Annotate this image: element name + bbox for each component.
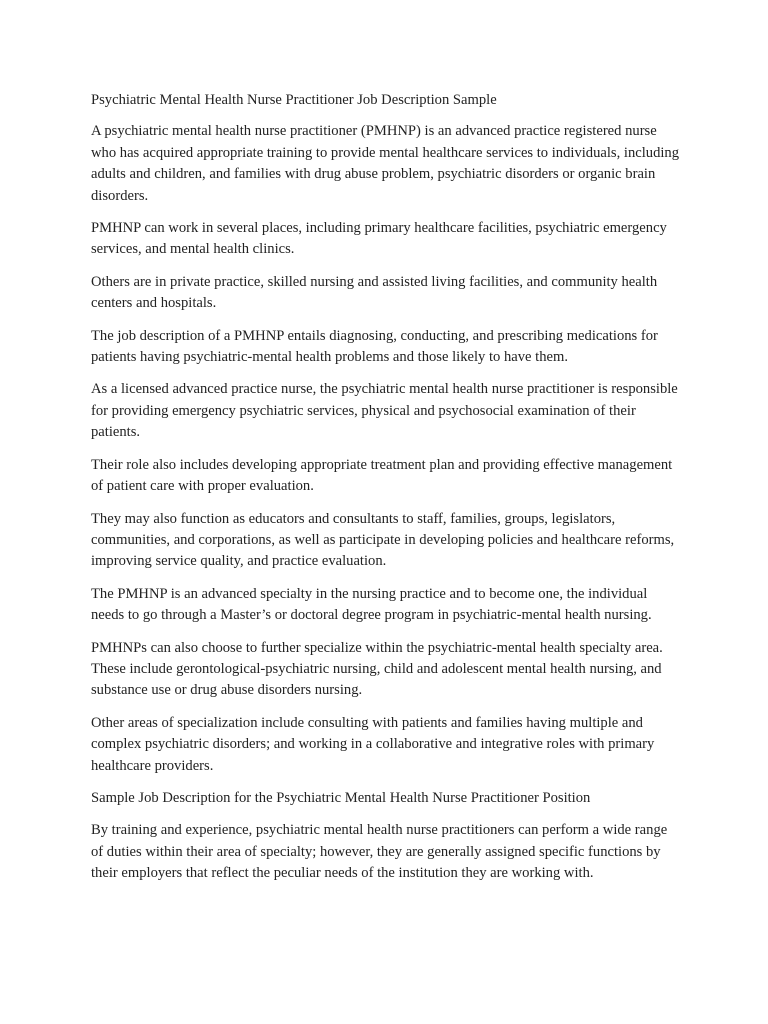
paragraph-specialty: The PMHNP is an advanced specialty in the nursing practice and to become one, the individual needs to go through a Master’s or doctoral degree program in psychiatric-mental health nursing. [91,585,652,624]
paragraph-licensed-nurse: As a licensed advanced practice nurse, the psychiatric mental health nurse practitioner is responsible for providing emergency psychiatric services, physical and psychosocial examination of their patients. [91,381,678,441]
document-title: Psychiatric Mental Health Nurse Practitioner Job Description Sample [91,92,497,108]
paragraph-closing: By training and experience, psychiatric mental health nurse practitioners can perform a wide range of duties within their area of specialty; however, they are generally assigned specific functions by their employers that reflect the peculiar needs of the institution they are working with. [91,822,668,882]
paragraph-work-places: PMHNP can work in several places, including primary healthcare facilities, psychiatric emergency services, and mental health clinics. [91,220,667,258]
paragraph-pmhnp-definition: A psychiatric mental health nurse practitioner (PMHNP) is an advanced practice registered nurse who has acquired appropriate training to provide mental healthcare services to individuals, including adults and children, and families with drug abuse problem, psychiatric disorders or organic brain disorders. [91,123,680,204]
section-heading: Sample Job Description for the Psychiatric Mental Health Nurse Practitioner Position [91,789,591,806]
paragraph-specialize: PMHNPs can also choose to further specialize within the psychiatric-mental health specialty area. These include gerontological-psychiatric nursing, child and adolescent mental health nursing, and substance use or drug abuse disorders nursing. [91,639,663,699]
document-page [91,90,683,896]
paragraph-role: Their role also includes developing appropriate treatment plan and providing effective management of patient care with proper evaluation. [91,456,673,495]
paragraph-educators: They may also function as educators and consultants to staff, families, groups, legislators, communities, and corporations, as well as participate in developing policies and healthcare reforms, improving service quality, and practice evaluation. [91,510,675,570]
paragraph-job-description: The job description of a PMHNP entails diagnosing, conducting, and prescribing medications for patients having psychiatric-mental health problems and those likely to have them. [91,327,658,366]
paragraph-private-practice: Others are in private practice, skilled nursing and assisted living facilities, and community health centers and hospitals. [91,273,658,312]
paragraph-other-areas: Other areas of specialization include consulting with patients and families having multiple and complex psychiatric disorders; and working in a collaborative and integrative roles with primary healthcare providers. [91,714,655,774]
